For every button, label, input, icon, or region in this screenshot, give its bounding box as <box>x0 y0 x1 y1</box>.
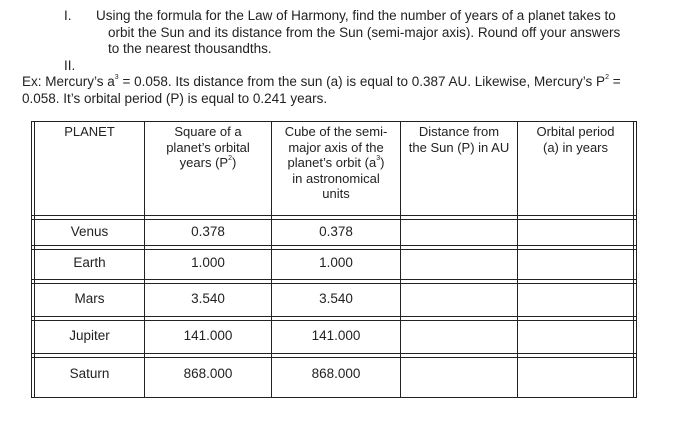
example-sup-cube: 3 <box>114 74 119 81</box>
section-one-numeral: I. <box>64 8 72 23</box>
row-jupiter-cube: 141.000 <box>311 328 361 343</box>
header-square <box>145 124 271 171</box>
row-venus-square: 0.378 <box>191 224 225 239</box>
header-period: Orbital period (a) in years <box>536 124 615 155</box>
header-cube-line-2: major axis of the <box>288 139 384 155</box>
header-cube-line-3: planet’s orbit $(a^3)$ <box>287 155 385 170</box>
section-two-numeral: II. <box>64 58 76 73</box>
section-one-line-2: orbit the Sun and its distance from the Sun (semi-major axis). Round off your answers <box>108 24 621 40</box>
example-line-2: 0.058. It’s orbital period (P) is equal to 0.241 years. <box>22 90 328 106</box>
planet-table <box>31 121 637 398</box>
header-square-line-3: years $(P^2)$ <box>179 155 237 170</box>
row-earth-square: 1.000 <box>191 255 225 270</box>
header-distance: Distance from the Sun (P) in AU <box>408 124 510 155</box>
header-cube-line-1: Cube of the semi- <box>284 124 388 139</box>
row-venus-planet: Venus <box>70 224 109 239</box>
row-earth-planet: Earth <box>73 255 106 270</box>
row-saturn-square: 868.000 <box>183 366 233 381</box>
header-cube-line-4: in astronomical <box>292 170 380 186</box>
row-mars-square: 3.540 <box>191 291 225 306</box>
row-saturn-cube: 868.000 <box>311 366 361 381</box>
row-jupiter-square: 141.000 <box>183 328 233 343</box>
example-middle: = 0.058. Its distance from the sun (a) is equal to 0.387 AU. Likewise, Mercury’s P <box>118 74 606 89</box>
example-prefix: Ex: Mercury’s a <box>22 74 115 89</box>
example-sup-square: 2 <box>605 74 609 81</box>
header-planet: PLANET <box>64 124 115 139</box>
example-line-1 <box>22 74 621 91</box>
header-square-line-2: planet’s orbital <box>166 139 250 155</box>
row-earth-cube: 1.000 <box>319 255 353 270</box>
row-jupiter-planet: Jupiter <box>69 328 110 343</box>
row-venus-cube: 0.378 <box>319 224 353 239</box>
row-mars-cube: 3.540 <box>319 291 353 306</box>
row-saturn-planet: Saturn <box>69 366 110 381</box>
section-one-line-3: to the nearest thousandths. <box>108 41 272 56</box>
example-suffix: = <box>608 74 621 89</box>
header-cube-line-5: units <box>322 186 350 201</box>
header-cube <box>272 124 400 202</box>
row-mars-planet: Mars <box>74 291 105 306</box>
header-square-line-1: Square of a <box>174 124 242 139</box>
section-one-line-1: Using the formula for the Law of Harmony, find the number of years of a planet takes to <box>96 8 616 23</box>
